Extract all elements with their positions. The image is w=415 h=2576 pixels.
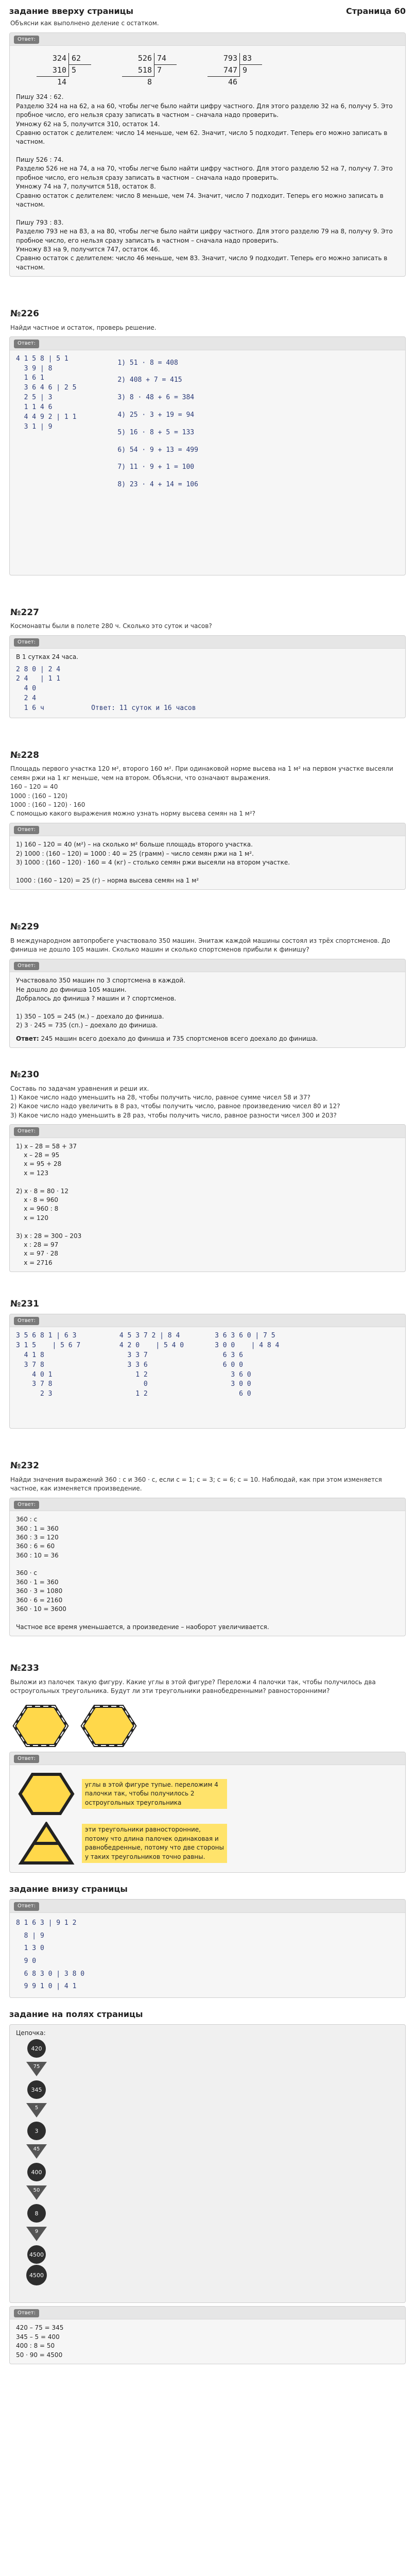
text-line: 3 6 4 6 | 2 5 bbox=[16, 384, 77, 392]
chain-node-value: 3 bbox=[34, 2127, 39, 2134]
chain-diagram bbox=[16, 2038, 78, 2296]
text-line: 2) 3 · 245 = 735 (сп.) – доехало до финиша. bbox=[16, 1022, 158, 1029]
text-line: x · 8 = 960 bbox=[16, 1196, 59, 1204]
text-line: x : 28 = 97 bbox=[16, 1241, 59, 1248]
text-line: 3 1 | 9 bbox=[16, 422, 53, 431]
text-line: 6 0 bbox=[215, 1390, 251, 1398]
text-line: Сравню остаток с делителем: число 14 меньше, чем 62. Значит, число 5 подходит. Теперь его можно записать в частном. bbox=[16, 129, 388, 146]
answer-card-230 bbox=[9, 1124, 406, 1272]
bottom-section-title: задание внизу страницы bbox=[9, 1884, 128, 1894]
text-line: 345 – 5 = 400 bbox=[16, 2333, 60, 2341]
text-line: Участвовало 350 машин по 3 спортсмена в каждой. bbox=[16, 977, 186, 985]
triangles-figure bbox=[18, 1822, 75, 1865]
text-line: 4 2 0 | 5 4 0 bbox=[111, 1342, 184, 1350]
text-line bbox=[16, 1003, 399, 1012]
figure-explanation-2: эти треугольники равносторонние, потому что длина палочек одинаковая и равнобедренные, потому что две стороны у таких треугольников точно равны. bbox=[82, 1824, 227, 1863]
answer-badge: Ответ: bbox=[14, 36, 39, 44]
text-line: 2) Какое число надо увеличить в 8 раз, чтобы получить число, равное произведению чисел 80 и 12? bbox=[10, 1103, 340, 1110]
text-line: Пишу 324 : 62. bbox=[16, 93, 64, 101]
chain-node-value: 4500 bbox=[29, 2251, 44, 2258]
text-line: 3 6 3 6 0 | 7 5 bbox=[215, 1332, 275, 1340]
text-line: 1) 51 · 8 = 408 bbox=[117, 359, 178, 367]
text-line: 3 3 6 bbox=[111, 1361, 148, 1369]
text-line: 2) x · 8 = 80 · 12 bbox=[16, 1187, 68, 1195]
answer-badge: Ответ: bbox=[14, 340, 39, 348]
text-line: 2 4 | 1 1 bbox=[16, 675, 61, 683]
text-line: 160 – 120 = 40 bbox=[10, 783, 58, 791]
text-line: 8) 23 · 4 + 14 = 106 bbox=[117, 481, 198, 489]
text-line: Умножу 62 на 5, получится 310, остаток 14. bbox=[16, 120, 160, 128]
text-line bbox=[16, 147, 399, 156]
text-line: x = 95 + 28 bbox=[16, 1160, 62, 1168]
answer-card-top bbox=[9, 32, 406, 277]
explanation-text bbox=[16, 93, 399, 272]
text-line: 9 0 bbox=[16, 1957, 37, 1965]
chain-node-value: 4500 bbox=[29, 2272, 44, 2279]
text-line: 360 · с bbox=[16, 1569, 37, 1577]
text-line: 360 : 3 = 120 bbox=[16, 1533, 59, 1541]
answer-card-bottom bbox=[9, 1899, 406, 1998]
task-expressions-228 bbox=[10, 783, 406, 809]
text-line: 3) Какое число надо уменьшить в 28 раз, чтобы получить число, равное разности чисел 300 и 203? bbox=[10, 1111, 337, 1119]
text-line: 0 bbox=[111, 1380, 148, 1388]
text-line: 9 9 1 0 | 4 1 bbox=[16, 1982, 77, 1991]
answer-badge: Ответ: bbox=[14, 1127, 39, 1136]
text-line: 4 1 8 bbox=[16, 1351, 44, 1359]
answer-badge: Ответ: bbox=[14, 1755, 39, 1764]
handwritten-checks bbox=[117, 354, 198, 571]
text-line: 1) Какое число надо уменьшить на 28, чтобы получить число, равное сумме чисел 58 и 37? bbox=[10, 1093, 310, 1101]
answer-badge: Ответ: bbox=[14, 962, 39, 971]
text-line: 4) 25 · 3 + 19 = 94 bbox=[117, 411, 195, 419]
text-line: 360 : 1 = 360 bbox=[16, 1524, 59, 1532]
figure-explanation-1: углы в этой фигуре тупые. переложим 4 палочки так, чтобы получилось 2 остроугольных треугольника bbox=[82, 1779, 227, 1809]
answer-badge: Ответ: bbox=[14, 2309, 39, 2318]
page-number: Страница 60 bbox=[345, 6, 406, 16]
task-text-228: Площадь первого участка 120 м², второго 160 м². При одинаковой норме высева на 1 м² на первом участке высеяли семян ржи на 1 кг меньше, чем на втором. Объясни, что означают выражения. bbox=[10, 765, 393, 782]
text-line: 2 4 bbox=[16, 694, 37, 703]
handwritten-division-1 bbox=[16, 1331, 80, 1424]
text-line: 3) x : 28 = 300 – 203 bbox=[16, 1232, 82, 1240]
handwritten-divisions bbox=[16, 354, 76, 571]
task-number-230: №230 bbox=[10, 1069, 39, 1080]
text-line: 1000 : (160 – 120) bbox=[10, 792, 68, 800]
text-line: 360 : 10 = 36 bbox=[16, 1551, 59, 1559]
text-line: 360 · 1 = 360 bbox=[16, 1578, 59, 1586]
task-text-233: Выложи из палочек такую фигуру. Какие углы в этой фигуре? Переложи 4 палочки так, чтобы получилось два остроугольных треугольника. Будут ли эти треугольники равнобедренными? равносторонними? bbox=[10, 1678, 376, 1695]
text-line: 8 | 9 bbox=[16, 1931, 44, 1940]
text-line: Разделю 793 не на 83, а на 80, чтобы легче было найти цифру частного. Для этого разделю 79 на 8, получу 9. Это пробное число, его нельзя сразу записать в частном – сначала надо проверить. bbox=[16, 228, 393, 244]
text-line: 4 5 3 7 2 | 8 4 bbox=[111, 1332, 180, 1340]
text-line: Умножу 83 на 9, получится 747, остаток 46. bbox=[16, 245, 160, 253]
text-line: 3) 8 · 48 + 6 = 384 bbox=[117, 394, 195, 402]
handwritten-answer: Ответ: 11 суток и 16 часов bbox=[91, 704, 196, 712]
text-line: x = 97 · 28 bbox=[16, 1250, 59, 1258]
hours-in-day: В 1 сутках 24 часа. bbox=[16, 653, 78, 661]
text-line: 1 1 4 6 bbox=[16, 403, 53, 411]
text-line: 360 : с bbox=[16, 1516, 38, 1523]
expressions-232 bbox=[10, 1511, 405, 1636]
text-line: 4 4 9 2 | 1 1 bbox=[16, 413, 77, 421]
answer-text-229 bbox=[16, 976, 399, 1030]
text-line: x = 2716 bbox=[16, 1259, 53, 1266]
text-line: 400 : 8 = 50 bbox=[16, 2342, 55, 2350]
text-line: 4 0 1 bbox=[16, 1370, 53, 1379]
text-line: 2) 1000 : (160 – 120) = 1000 : 40 = 25 (грамм) – число семян ржи на 1 м². bbox=[16, 850, 254, 857]
chain-step-value: 50 bbox=[33, 2187, 40, 2193]
chain-node-value: 8 bbox=[34, 2210, 39, 2217]
text-line: 1 3 0 bbox=[16, 1944, 44, 1953]
task-number-227: №227 bbox=[10, 607, 39, 618]
answer-card-margins bbox=[9, 2306, 406, 2364]
chain-step-value: 45 bbox=[33, 2146, 40, 2152]
long-division-3: 793 83 747 9 46 bbox=[208, 53, 262, 88]
text-line: x = 960 : 8 bbox=[16, 1205, 59, 1213]
task-number-226: №226 bbox=[10, 309, 39, 319]
text-line: 3 7 8 bbox=[16, 1361, 44, 1369]
text-line: Сравню остаток с делителем: число 46 меньше, чем 83. Значит, число 9 подходит. Теперь его можно записать в частном. bbox=[16, 255, 388, 271]
text-line: 1000 : (160 – 120) = 25 (г) – норма высева семян на 1 м² bbox=[16, 876, 199, 884]
text-line: 3 0 0 | 4 8 4 bbox=[215, 1342, 280, 1350]
text-line: 2 8 0 | 2 4 bbox=[16, 665, 61, 673]
text-line: Добралось до финиша ? машин и ? спортсменов. bbox=[16, 994, 177, 1002]
text-line: 6) 54 · 9 + 13 = 499 bbox=[117, 446, 198, 454]
text-line bbox=[16, 1560, 399, 1569]
text-line: Частное все время уменьшается, а произведение – наоборот увеличивается. bbox=[16, 1623, 269, 1631]
text-line bbox=[16, 1614, 399, 1622]
text-line: 420 – 75 = 345 bbox=[16, 2324, 64, 2332]
hexagon-figure-1 bbox=[12, 1704, 69, 1748]
text-line: 50 · 90 = 4500 bbox=[16, 2351, 63, 2359]
text-line: Пишу 526 : 74. bbox=[16, 156, 64, 164]
task-number-232: №232 bbox=[10, 1461, 39, 1471]
text-line: 360 : 6 = 60 bbox=[16, 1543, 55, 1550]
answer-badge: Ответ: bbox=[14, 1501, 39, 1510]
chain-card bbox=[9, 2024, 406, 2303]
text-line: 1) 160 – 120 = 40 (м²) – на сколько м² больше площадь второго участка. bbox=[16, 841, 253, 849]
text-line: 1) 350 – 105 = 245 (м.) – доехало до финиша. bbox=[16, 1012, 164, 1020]
text-line: x – 28 = 95 bbox=[16, 1151, 60, 1159]
text-line: 3 9 | 8 bbox=[16, 364, 53, 372]
task-text-226: Найди частное и остаток, проверь решение. bbox=[10, 324, 157, 331]
hexagon-figure-3 bbox=[18, 1772, 75, 1816]
text-line: 3 0 0 bbox=[215, 1380, 251, 1388]
chain-step-value: 75 bbox=[33, 2063, 40, 2070]
task-number-233: №233 bbox=[10, 1663, 39, 1674]
answer-card-226 bbox=[9, 336, 406, 575]
text-line: 360 · 6 = 2160 bbox=[16, 1596, 63, 1604]
chain-step-value: 9 bbox=[34, 2228, 39, 2234]
answer-card-229 bbox=[9, 959, 406, 1048]
answer-badge: Ответ: bbox=[14, 826, 39, 835]
answer-badge: Ответ: bbox=[14, 1317, 39, 1326]
text-line: 1) x – 28 = 58 + 37 bbox=[16, 1142, 77, 1150]
section-title: задание вверху страницы bbox=[9, 6, 133, 16]
text-line: Разделю 324 на на 62, а на 60, чтобы легче было найти цифру частного. Для этого разделю 32 на 6, получу 5. Это пробное число, его нельзя сразу записать в частном – сначала надо проверить. bbox=[16, 102, 393, 119]
handwritten-bottom bbox=[10, 1913, 405, 1997]
text-line: 2) 408 + 7 = 415 bbox=[117, 376, 182, 384]
page-header bbox=[9, 0, 406, 19]
task-text-232: Найди значения выражений 360 : с и 360 · с, если с = 1; с = 3; с = 6; с = 10. Наблюдай, как при этом изменяется частное, как изменяется произведение. bbox=[10, 1476, 382, 1493]
text-line: 2 3 bbox=[16, 1390, 53, 1398]
text-line: 1 2 bbox=[111, 1370, 148, 1379]
text-line: Умножу 74 на 7, получится 518, остаток 8. bbox=[16, 183, 156, 191]
answer-card-232 bbox=[9, 1498, 406, 1637]
text-line: 1 6 ч bbox=[16, 704, 44, 712]
text-line: 8 1 6 3 | 9 1 2 bbox=[16, 1919, 77, 1927]
text-line: Не дошло до финиша 105 машин. bbox=[16, 986, 127, 993]
answer-card-231 bbox=[9, 1314, 406, 1429]
answer-badge: Ответ: bbox=[14, 1902, 39, 1911]
long-division-1: 324 62 310 5 14 bbox=[37, 53, 91, 88]
task-text-230 bbox=[10, 1084, 406, 1121]
chain-node-value: 345 bbox=[31, 2086, 42, 2093]
task-number-228: №228 bbox=[10, 750, 39, 760]
text-line: Сравню остаток с делителем: число 8 меньше, чем 74. Значит, число 7 подходит. Теперь его можно записать в частном. bbox=[16, 192, 384, 209]
handwritten-division-3 bbox=[215, 1331, 279, 1424]
text-line bbox=[16, 209, 399, 218]
chain-node-value: 420 bbox=[31, 2045, 42, 2052]
handwritten-division bbox=[16, 665, 60, 714]
text-line: 360 · 3 = 1080 bbox=[16, 1587, 63, 1595]
text-line bbox=[16, 1223, 399, 1231]
long-division-2: 526 74 518 7 8 bbox=[122, 53, 177, 88]
text-line: 2 5 | 3 bbox=[16, 394, 53, 402]
text-line: 3 6 0 bbox=[215, 1370, 251, 1379]
final-answer-229: Ответ: 245 машин всего доехало до финиша и 735 спортсменов всего доехало до финиша. bbox=[16, 1035, 318, 1042]
text-line: 3 1 5 | 5 6 7 bbox=[16, 1342, 81, 1350]
text-line: 3 3 7 bbox=[111, 1351, 148, 1359]
chain-step-value: 5 bbox=[34, 2105, 39, 2111]
text-line: 7) 11 · 9 + 1 = 100 bbox=[117, 463, 195, 471]
answer-card-227 bbox=[9, 635, 406, 718]
answer-badge: Ответ: bbox=[14, 638, 39, 647]
text-line: Пишу 793 : 83. bbox=[16, 218, 64, 226]
task-text-229: В международном автопробеге участвовало 350 машин. Энитаж каждой машины состоял из трёх спортсменов. До финиша не дошло 105 машин. Сколько машин и сколько спортсменов прибыли к финишу? bbox=[10, 937, 390, 954]
margins-section-title: задание на полях страницы bbox=[9, 2009, 143, 2019]
text-line: 3 7 8 bbox=[16, 1380, 53, 1388]
text-line: Разделю 526 не на 74, а на 70, чтобы легче было найти цифру частного. Для этого разделю 52 на 7, получу 7. Это пробное число, его нельзя сразу записать в частном – сначала надо проверить. bbox=[16, 165, 393, 181]
hexagon-figure-2 bbox=[80, 1704, 137, 1748]
text-line: 6 8 3 0 | 3 8 0 bbox=[16, 1970, 85, 1978]
chain-node-value: 400 bbox=[31, 2168, 42, 2176]
top-task-text: Объясни как выполнено деление с остатком. bbox=[10, 20, 159, 27]
text-line: x = 120 bbox=[16, 1214, 48, 1222]
text-line: 6 0 0 bbox=[215, 1361, 243, 1369]
text-line: 3) 1000 : (160 – 120) · 160 = 4 (кг) – столько семян ржи высеяли на втором участке. bbox=[16, 859, 290, 867]
text-line: 6 3 6 bbox=[215, 1351, 243, 1359]
text-line: 5) 16 · 8 + 5 = 133 bbox=[117, 428, 195, 436]
answer-card-228 bbox=[9, 823, 406, 890]
text-line: 1 2 bbox=[111, 1390, 148, 1398]
text-line: 1 6 1 bbox=[16, 374, 44, 382]
task-number-229: №229 bbox=[10, 922, 39, 933]
text-line: Составь по задачам уравнения и реши их. bbox=[10, 1084, 149, 1092]
chain-label: Цепочка: bbox=[16, 2029, 46, 2037]
task-text-227: Космонавты были в полете 280 ч. Сколько это суток и часов? bbox=[10, 622, 212, 630]
equations-230 bbox=[10, 1138, 405, 1272]
text-line: 3 5 6 8 1 | 6 3 bbox=[16, 1332, 77, 1340]
long-division-row bbox=[16, 50, 399, 93]
handwritten-division-2 bbox=[111, 1331, 184, 1424]
text-line bbox=[16, 867, 399, 876]
hexagon-figures bbox=[9, 1700, 406, 1752]
text-line bbox=[16, 1178, 399, 1187]
task-question-228: С помощью какого выражения можно узнать норму высева семян на 1 м²? bbox=[10, 810, 256, 818]
text-line: 360 · 10 = 3600 bbox=[16, 1605, 66, 1613]
text-line: 4 0 bbox=[16, 685, 37, 693]
task-number-231: №231 bbox=[10, 1299, 39, 1310]
answer-text-228 bbox=[10, 836, 405, 889]
chain-answers bbox=[10, 2319, 405, 2364]
text-line: x = 123 bbox=[16, 1169, 48, 1177]
text-line: 1000 : (160 – 120) · 160 bbox=[10, 801, 85, 809]
answer-card-233 bbox=[9, 1752, 406, 1873]
text-line: 4 1 5 8 | 5 1 bbox=[16, 354, 68, 363]
